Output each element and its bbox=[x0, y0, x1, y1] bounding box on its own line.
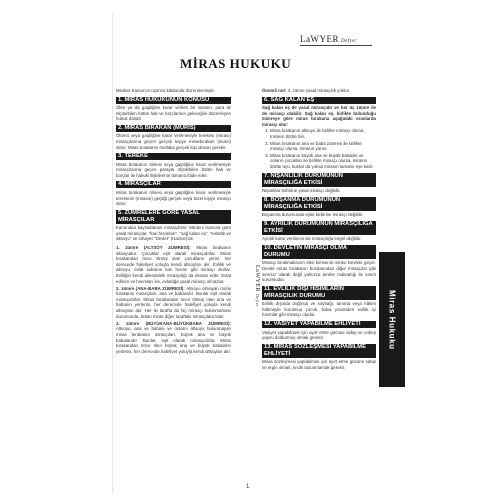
section bbox=[262, 245, 376, 283]
share-list bbox=[262, 128, 376, 169]
section-text-bold bbox=[262, 105, 376, 127]
section-heading: 5. ZÜMRELERE GÖRE YASAL MİRASÇILAR bbox=[116, 210, 231, 224]
section-heading: 2. MİRAS BIRAKAN (MURİS) bbox=[116, 125, 231, 132]
section-text: Miras sözleşmesi yapabilmek için ayırt etme gücüne sahip ve ergin olmak, kısıtlı bulunmamak gerekir. bbox=[262, 359, 376, 370]
page-number: 1 bbox=[246, 484, 250, 490]
section bbox=[262, 197, 376, 218]
section bbox=[262, 97, 376, 170]
section-text: Ölümü veya gaipliğine karar verilmesiyle terekesi (mirası) mirasçılarına geçen gerçek kişiye mirasbırakan (muris) denir. Miras bırakanın mutlaka gerçek kişi olması gerekir. bbox=[116, 133, 231, 150]
section-text: Miras bırakanın ölmesi veya gaipliğine karar verilmesiyle mirasçılarına geçen parayla ölçülebilen bütün hak ve borçlar ile hukuki ilişkilerinin tümünü ifade eder. bbox=[116, 161, 231, 178]
zumre-label: 3. zümre (BÜYÜKANA-BÜYÜKBABA ZÜMRESİ): bbox=[116, 320, 231, 326]
brand-logo-suffix: Defter bbox=[341, 39, 357, 44]
zumre-text: Altsoyu olmayan miras bırakanın mirasçıları, ana ve babasıdır. Bunlar eşit olarak mirasçıdırlar. Miras bırakandan önce ölmüş olan ana ve babanın yerlerini, her derecede halefiyet yoluyla kendi altsoyları alır. Her iki tarafta da hiç mirasçı bulunmaması durumunda, bütün miras diğer taraftaki mirasçılara kalır. bbox=[116, 285, 231, 319]
section-text: Evlilik dışında doğmuş ve soybağı, tanıma veya hâkim hükmüyle kurulmuş çocuk, baba yönünden evlilik içi hısımlar gibi mirasçı olurlar. bbox=[262, 301, 376, 318]
zumre-label: 1. zümre (ALTSOY ZÜMRESİ): bbox=[116, 245, 191, 250]
section bbox=[262, 221, 376, 242]
section bbox=[116, 210, 231, 242]
page-title: MİRAS HUKUKU bbox=[180, 56, 292, 71]
page-spine bbox=[112, 12, 113, 494]
section-heading: 8. BOŞANMA DURUMUNUN MİRASÇILIĞA ETKİSİ bbox=[262, 197, 376, 211]
section bbox=[262, 321, 376, 341]
section-text: Vasiyet yapabilmek için ayırt etme gücüne sahip ve onbeş yaşını doldurmuş olmak gerekir. bbox=[262, 329, 376, 341]
zumre-label: 2. zümre (ANA-BABA ZÜMRESİ): bbox=[116, 285, 185, 291]
zumre-paragraph bbox=[116, 245, 231, 284]
section bbox=[262, 173, 376, 194]
zumre-paragraph bbox=[116, 286, 231, 320]
section-heading: 6. SAĞ KALAN EŞ bbox=[262, 97, 376, 104]
list-item: 2. Miras bırakanın ana ve baba zümresi ile birlikte mirasçı olursa, mirasın yarısı, bbox=[270, 141, 376, 152]
brand-logo bbox=[300, 34, 357, 44]
important-note-label: Önemli not: bbox=[262, 88, 287, 93]
important-note-text: 4. zümre yasal mirasçılık yoktur. bbox=[287, 88, 351, 93]
section-heading: 9. AYRILIK DURUMUNUN MİRASÇILIĞA ETKİSİ bbox=[262, 221, 376, 235]
zumre-text: Altsoyu, ana ve babası ve onların altsoyu bulunmayan miras bırakanın mirasçıları, büyük ana ve büyük babalarıdır. Bunlar, eşit olarak mirasçıdırlar. Miras bırakandan önce ölen büyük ana ve büyük babaların yerlerini, her derecede halefiyet yoluyla kendi altsoyları alır. bbox=[116, 326, 231, 354]
section-text: Ölen ya da gaipliğine karar verilen bir insanın, para ile ölçülebilen bütün hak ve borçlarının geleceğini düzenleyen hukuk dalıdır. bbox=[116, 105, 231, 122]
section bbox=[262, 344, 376, 371]
chapter-side-tab bbox=[379, 252, 405, 387]
section-text: Miras bırakanın ölmesi veya gaipliğine karar verilmesiyle terekenin (mirasın) geçtiği gerçek veya tüzel kişiye mirasçı denir. bbox=[116, 189, 231, 207]
intro-text: Medeni Kanun'un üçüncü kitabında düzenlenmiştir. bbox=[116, 88, 215, 93]
gutter-logo-text: LaWYER bbox=[254, 265, 260, 292]
section bbox=[116, 181, 231, 206]
right-column bbox=[262, 88, 376, 373]
list-item: 1. Miras bırakanın altsoyu ile birlikte mirasçı olursa, mirasın dörtte biri, bbox=[270, 128, 376, 139]
chapter-side-tab-label: Miras Hukuku bbox=[387, 289, 397, 350]
section bbox=[116, 125, 231, 150]
section-text: Ayrılık karar verilmesi ise mirasçılığa engel değildir. bbox=[262, 236, 362, 242]
section-text: Mirasçı bırakmaksızın ölen kimsenin mirası Devlete geçer. Devlet miras bırakanın borçlarından diğer mirasçılar gibi sınırsız olarak değil yalnızca tereke malvarlığı ile sınırlı sorumludur. bbox=[262, 260, 376, 283]
section bbox=[116, 153, 231, 178]
section-heading: 11. EVLİLİK DIŞI HISIMLARIN MİRASÇILIK DURUMU bbox=[262, 286, 376, 300]
brand-logo-text: LaWYER bbox=[300, 34, 339, 44]
list-item: 3. Miras bırakanın büyük ana ve büyük babaları ve onların çocukları ile birlikte mirasçı olursa, mirasın dörtte üçü, bunlar da yoksa mirasın tamamı eşe kalır. bbox=[270, 153, 376, 170]
header-rule bbox=[300, 45, 372, 46]
section-bold-text: Sağ kalan eş de yasal mirasçıdır ve her üç zümre ile de mirasçı olabilir. Sağ kalan eş, birlikte bulunduğu zümreye göre miras bırakana aşağıdaki oranlarda mirasçı olur: bbox=[262, 105, 376, 127]
section-heading: 1. MİRAS HUKUKUNUN KONUSU bbox=[116, 97, 231, 104]
section-heading: 13. MİRAS SÖZLEŞMESİ YAPABİLME EHLİYETİ bbox=[262, 344, 376, 358]
important-note bbox=[262, 88, 376, 94]
section-heading: 7. NİŞANLILIK DURUMUNUN MİRASÇILIĞA ETKİSİ bbox=[262, 173, 376, 187]
gutter-logo bbox=[254, 265, 260, 307]
zumre-paragraph bbox=[116, 321, 231, 355]
zumre-text: Miras bırakanın altsoyudur. Çocuklar eşit olarak mirasçıdırlar. Miras bırakandan önce ölmüş olan çocukların yerini, her derecede halefiyet yoluyla kendi altsoyları alır. Evlilik ve altsoyu, evlat edinene kan hısımı gibi mirasçı olurlar. Evliliğin kendi ailesindeki mirasçılığı da devam eder. Evlat edinen ve hısımları ise, evlatlığa yasal mirasçı olmazlar. bbox=[116, 245, 231, 284]
section-text: Nişanlılar birbirine yasal mirasçı değildir. bbox=[262, 188, 341, 194]
section-text: Kanundan kaynaklanan mirasçılıktır. Medeni Kanuna göre yasal mirasçılar, "kan hısımları", "sağ kalan eş", "evlatlık ve altsoyu" ve nihayet "Devlet" (Hazine)'dir. bbox=[116, 225, 231, 242]
section bbox=[116, 97, 231, 122]
section-heading: 12. VASİYET YAPABİLME EHLİYETİ bbox=[262, 321, 376, 328]
section bbox=[262, 286, 376, 318]
gutter-logo-suffix: Defter bbox=[255, 294, 260, 308]
section-text: Boşanma durumunda eşler birbirine mirasçı değildir. bbox=[262, 212, 364, 218]
section-heading: 10. DEVLETİN MİRASÇI OLMA DURUMU bbox=[262, 245, 376, 259]
left-column bbox=[116, 88, 231, 354]
section-heading: 4. MİRASÇILAR bbox=[116, 181, 231, 188]
section-heading: 3. TEREKE bbox=[116, 153, 231, 160]
